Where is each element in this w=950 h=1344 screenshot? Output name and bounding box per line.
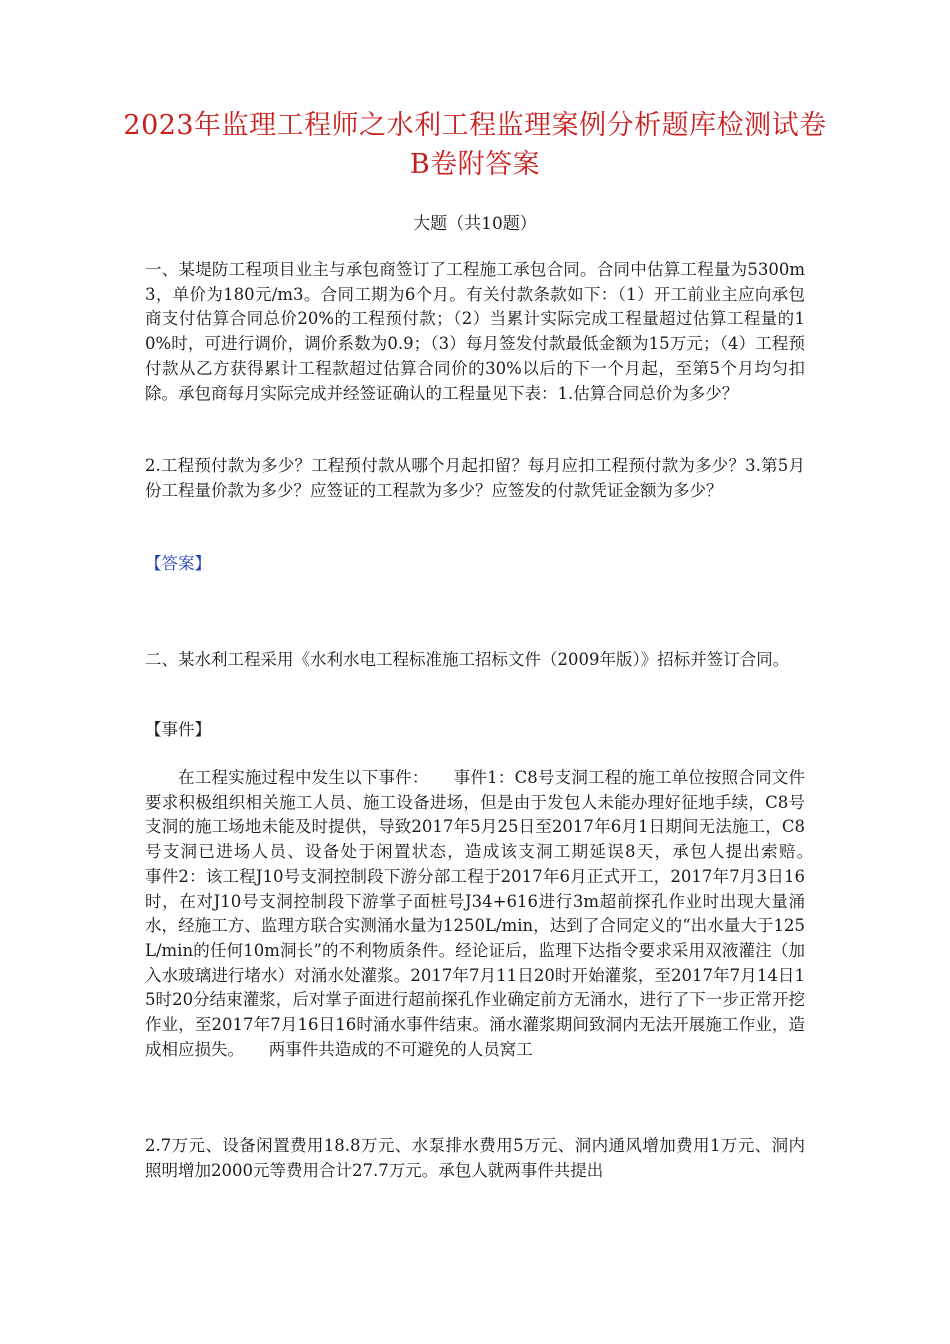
question-1-paragraph-1: 一、某堤防工程项目业主与承包商签订了工程施工承包合同。合同中估算工程量为5300m3，单价为180元/m3。合同工期为6个月。有关付款条款如下：（1）开工前业主应向承包商支付估算合同总价20%的工程预付款；（2）当累计实际完成工程量超过估算工程量的10%时，可进行调价，调价系数为0.9；（3）每月签发付款最低金额为15万元；（4）工程预付款从乙方获得累计工程款超过估算合同价的30%以后的下一个月起，至第5个月均匀扣除。承包商每月实际完成并经签证确认的工程量见下表：1.估算合同总价为多少？ — [145, 260, 805, 403]
question-1-paragraph-2: 2.工程预付款为多少？工程预付款从哪个月起扣留？每月应扣工程预付款为多少？3.第5月份工程量价款为多少？应签证的工程款为多少？应签发的付款凭证金额为多少？ — [145, 456, 805, 500]
section-header: 大题（共10题） — [413, 214, 537, 234]
question-2-events: 在工程实施过程中发生以下事件： 事件1：C8号支洞工程的施工单位按照合同文件要求积极组织相关施工人员、施工设备进场，但是由于发包人未能办理好征地手续，C8号支洞的施工场地未能及时提供，导致2017年5月25日至2017年6月1日期间无法施工，C8号支洞已进场人员、设备处于闲置状态，造成该支洞工期延误8天，承包人提出索赔。 事件2：该工程J10号支洞控制段下游分部工程于2017年6月正式开工，2017年7月3日16时，在对J10号支洞控制段下游掌子面桩号J34+616进行3m超前探孔作业时出现大量涌水，经施工方、监理方联合实测涌水量为1250L/min，达到了合同定义的“出水量大于125L/min的任何10m洞长”的不利物质条件。经论证后，监理下达指令要求采用双液灌注（加入水玻璃进行堵水）对涌水处灌浆。2017年7月11日20时开始灌浆，至2017年7月14日15时20分结束灌浆，后对掌子面进行超前探孔作业确定前方无涌水，进行了下一步正常开挖作业，至2017年7月16日16时涌水事件结束。涌水灌浆期间致洞内无法开展施工作业，造成相应损失。 两事件共造成的不可避免的人员窝工 — [145, 768, 838, 1059]
answer-label: 【答案】 — [145, 554, 211, 573]
document-title: 2023年监理工程师之水利工程监理案例分析题库检测试卷B卷附答案 — [123, 110, 827, 180]
question-2-costs: 2.7万元、设备闲置费用18.8万元、水泵排水费用5万元、洞内通风增加费用1万元、洞内照明增加2000元等费用合计27.7万元。承包人就两事件共提出 — [145, 1136, 805, 1180]
event-label: 【事件】 — [145, 720, 211, 739]
question-2-intro: 二、某水利工程采用《水利水电工程标准施工招标文件（2009年版）》招标并签订合同。 — [145, 650, 790, 669]
